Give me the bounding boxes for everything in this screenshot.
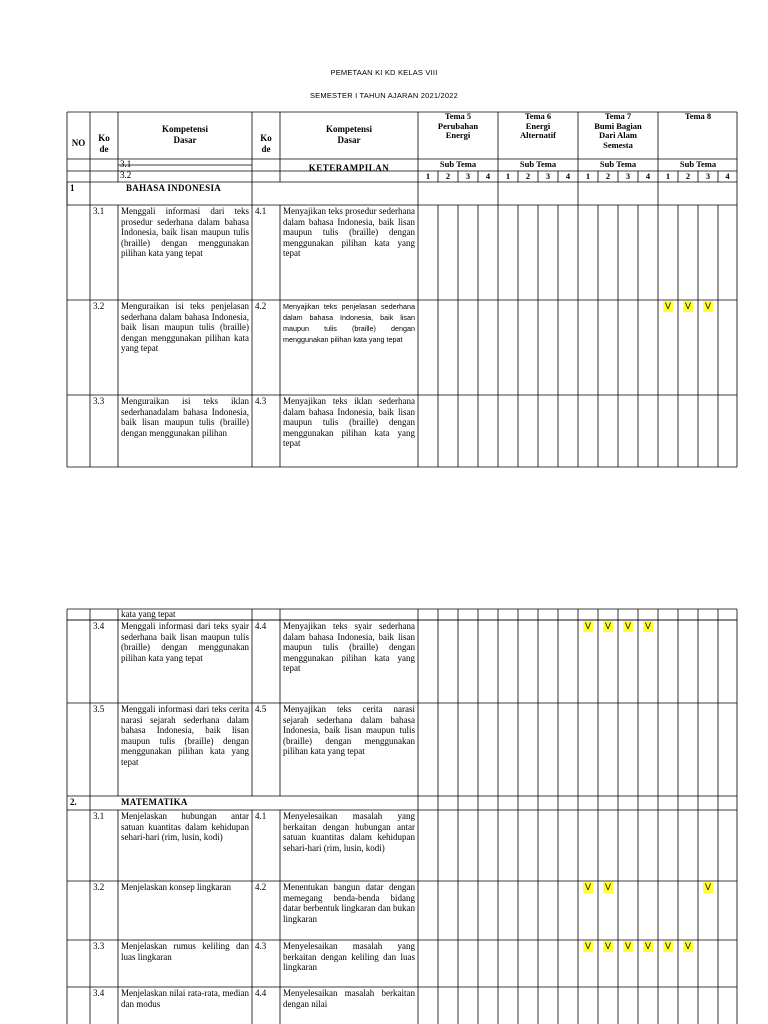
header-sub-number: 2 (605, 171, 611, 181)
row-kode-keterampilan: 4.2 (255, 882, 267, 892)
header-sub-tema-8: Sub Tema (679, 159, 717, 169)
row-kode: 3.4 (93, 621, 105, 631)
check-mark: V (624, 941, 631, 951)
header-kode: Ko de (98, 133, 110, 154)
header-sub-number: 4 (485, 171, 491, 181)
row-kompetensi-keterampilan: Menyajikan teks cerita narasi sejarah sederhana dalam bahasa Indonesia, baik lisan maupun tulis (braille) dengan menggunakan pilihan kata yang tepat (283, 704, 415, 756)
header-sub-number: 1 (585, 171, 591, 181)
row-kode: 3.3 (93, 396, 105, 406)
header-sub-number: 3 (465, 171, 471, 181)
row-kode: 3.1 (93, 206, 105, 216)
row-kompetensi-keterampilan: Menentukan bangun datar dengan memegang benda-benda bidang datar berbentuk lingkaran dan bukan lingkaran (283, 882, 415, 924)
header-sub-number: 1 (665, 171, 671, 181)
row-kompetensi-dasar: Menggali informasi dari teks prosedur sederhana dalam bahasa Indonesia, baik lisan maupun tulis (braille) dengan menggunakan pilihan kata yang tepat (121, 206, 249, 258)
row-kompetensi-keterampilan: Menyelesaikan masalah yang berkaitan dengan keliling dan luas lingkaran (283, 941, 415, 972)
header-tema5: Tema 5 Perubahan Energi (437, 112, 479, 140)
row-kompetensi-keterampilan: Menyajikan teks penjelasan sederhana dalam bahasa Indonesia, baik lisan maupun tulis (braille) dengan menggunakan pilihan kata yang tepat (283, 302, 415, 344)
check-mark: V (704, 882, 711, 892)
header-sub-number: 1 (505, 171, 511, 181)
header-sub-tema-7: Sub Tema (599, 159, 637, 169)
row-kompetensi-keterampilan: Menyajikan teks syair sederhana dalam bahasa Indonesia, baik lisan maupun tulis (braille) dengan menggunakan pilihan kata yang tepat (283, 621, 415, 673)
check-mark: V (604, 621, 611, 631)
check-mark: V (584, 941, 591, 951)
section-number: 1 (70, 183, 75, 193)
row-kode-keterampilan: 4.4 (255, 988, 267, 998)
row-kompetensi-dasar: Menjelaskan nilai rata-rata, median dan modus (121, 988, 249, 1009)
row-kode: 3.3 (93, 941, 105, 951)
check-mark: V (644, 621, 651, 631)
row-kode: 3.5 (93, 704, 105, 714)
check-mark: V (624, 621, 631, 631)
row-kompetensi-dasar: Menggali informasi dari teks syair sederhana baik lisan maupun tulis (braille) dengan menggunakan pilihan kata yang tepat (121, 621, 249, 663)
header-tema7: Tema 7 Bumi Bagian Dari Alam Semesta (594, 112, 642, 150)
header-sub-number: 3 (625, 171, 631, 181)
check-mark: V (684, 941, 691, 951)
check-mark: V (584, 621, 591, 631)
header-tema6: Tema 6 Energi Alternatif (520, 112, 556, 140)
row-kompetensi-dasar: Menguraikan isi teks penjelasan sederhana dalam bahasa Indonesia, baik lisan maupun tulis (braille) dengan menggunakan pilihan kata yang tepat (121, 301, 249, 353)
header-sub-number: 2 (445, 171, 451, 181)
row-kompetensi-dasar: Menguraikan isi teks iklan sederhanadalam bahasa Indonesia, baik lisan maupun tulis (braille) dengan menggunakan pilihan (121, 396, 249, 438)
row-kompetensi-dasar: Menjelaskan rumus keliling dan luas lingkaran (121, 941, 249, 962)
row-continuation: kata yang tepat (121, 609, 176, 619)
row-kode-keterampilan: 4.5 (255, 704, 267, 714)
check-mark: V (604, 882, 611, 892)
header-kompetensi-dasar-2: Kompetensi Dasar (326, 124, 372, 145)
row-kode-keterampilan: 4.1 (255, 811, 267, 821)
header-no: NO (71, 138, 86, 148)
row-kode-keterampilan: 4.4 (255, 621, 267, 631)
header-sub-number: 2 (685, 171, 691, 181)
row-kompetensi-dasar: Menjelaskan konsep lingkaran (121, 882, 231, 892)
row-kompetensi-keterampilan: Menyelesaikan masalah berkaitan dengan nilai (283, 988, 415, 1009)
check-mark: V (604, 941, 611, 951)
check-mark: V (644, 941, 651, 951)
row-kompetensi-keterampilan: Menyelesaikan masalah yang berkaitan dengan hubungan antar satuan kuantitas dalam kehidupan sehari-hari (rim, lusin, kodi) (283, 811, 415, 853)
section-name: MATEMATIKA (121, 797, 188, 807)
header-kode-2: Ko de (260, 133, 272, 154)
header-sub-number: 1 (425, 171, 431, 181)
row-kode: 3.2 (93, 301, 105, 311)
header-keterampilan: KETERAMPILAN (308, 163, 390, 173)
header-sub-number: 4 (725, 171, 730, 181)
header-kd-sub-1: 3.1 (120, 159, 132, 169)
row-kode: 3.2 (93, 882, 105, 892)
check-mark: V (684, 301, 691, 311)
row-kompetensi-keterampilan: Menyajikan teks iklan sederhana dalam bahasa Indonesia, baik lisan maupun tulis (braille) dengan menggunakan pilihan kata yang tepat (283, 396, 415, 448)
row-kode: 3.4 (93, 988, 105, 998)
row-kode-keterampilan: 4.3 (255, 396, 267, 406)
row-kode-keterampilan: 4.1 (255, 206, 267, 216)
header-kompetensi-dasar: Kompetensi Dasar (162, 124, 208, 145)
header-tema8: Tema 8 (684, 112, 712, 121)
header-sub-number: 4 (645, 171, 651, 181)
header-sub-number: 2 (525, 171, 531, 181)
document-semester: SEMESTER I TAHUN AJARAN 2021/2022 (309, 91, 459, 100)
header-sub-number: 3 (705, 171, 711, 181)
row-kompetensi-keterampilan: Menyajikan teks prosedur sederhana dalam bahasa Indonesia, baik lisan maupun tulis (braille) dengan menggunakan pilihan kata yang tepat (283, 206, 415, 258)
header-sub-number: 3 (545, 171, 551, 181)
section-number: 2. (70, 797, 77, 807)
row-kompetensi-dasar: Menjelaskan hubungan antar satuan kuantitas dalam kehidupan sehari-hari (rim, lusin, kodi) (121, 811, 249, 842)
header-kd-sub-2: 3.2 (120, 170, 132, 180)
row-kode-keterampilan: 4.2 (255, 301, 267, 311)
section-name: BAHASA INDONESIA (126, 183, 222, 193)
header-sub-tema-6: Sub Tema (519, 159, 557, 169)
check-mark: V (704, 301, 711, 311)
check-mark: V (584, 882, 591, 892)
document-title: PEMETAAN KI KD KELAS VIII (330, 68, 438, 77)
header-sub-tema-5: Sub Tema (439, 159, 477, 169)
row-kode-keterampilan: 4.3 (255, 941, 267, 951)
check-mark: V (664, 301, 671, 311)
row-kompetensi-dasar: Menggali informasi dari teks cerita narasi sejarah sederhana dalam bahasa Indonesia, baik lisan maupun tulis (braille) dengan menggunakan pilihan kata yang tepat (121, 704, 249, 767)
check-mark: V (664, 941, 671, 951)
row-kode: 3.1 (93, 811, 105, 821)
header-sub-number: 4 (565, 171, 571, 181)
